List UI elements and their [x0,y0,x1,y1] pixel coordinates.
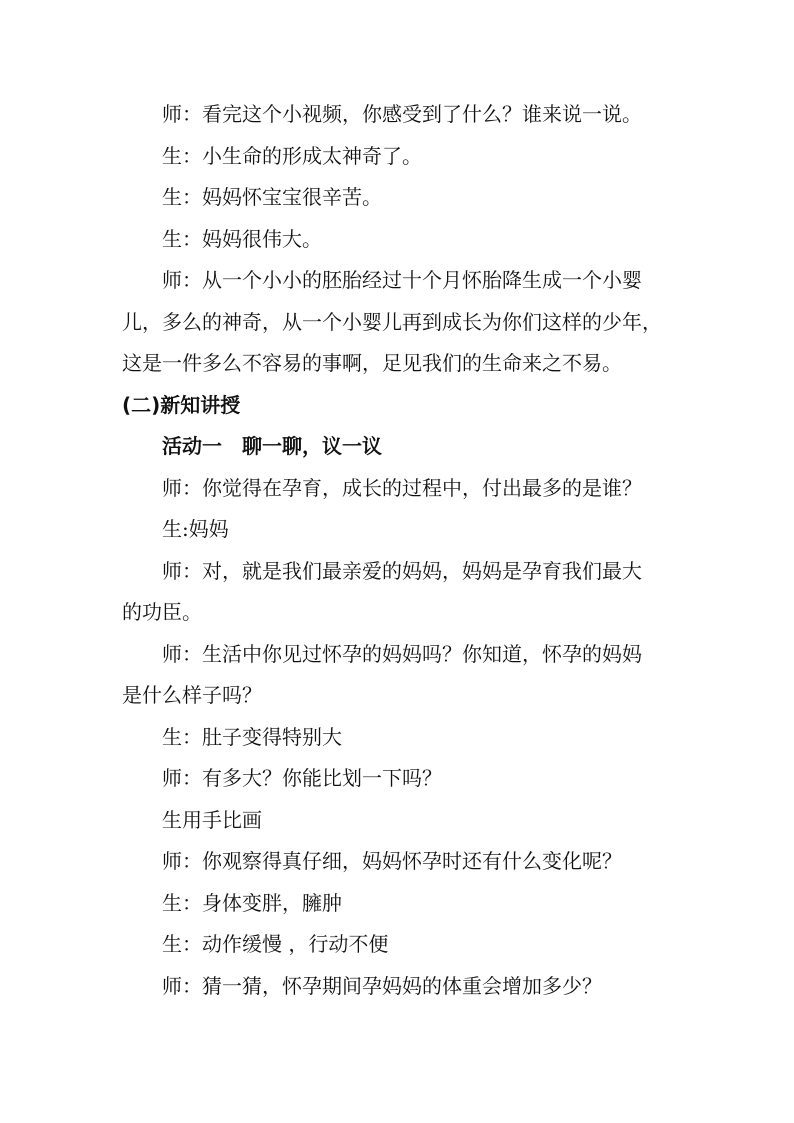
paragraph-line: 生：小生命的形成太神奇了。 [162,143,422,168]
paragraph-line: 生：妈妈怀宝宝很辛苦。 [162,185,382,209]
paragraph-line: 生：肚子变得特别大 [162,724,342,749]
paragraph-line: 师：从一个小小的胚胎经过十个月怀胎降生成一个小婴 [162,268,642,292]
paragraph-line: 师：对，就是我们最亲爱的妈妈，妈妈是孕育我们最大 [162,558,642,583]
document-body [122,104,682,1017]
paragraph-line: 这是一件多么不容易的事啊，足见我们的生命来之不易。 [122,351,622,375]
paragraph-line: 生：妈妈很伟大。 [162,226,322,251]
paragraph-line: 师：你觉得在孕育，成长的过程中，付出最多的是谁？ [162,475,642,500]
paragraph-line: 师：看完这个小视频，你感受到了什么？谁来说一说。 [162,102,642,126]
activity-heading: 活动一 聊一聊，议一议 [162,434,382,458]
paragraph-line: 生用手比画 [162,807,262,832]
paragraph-line: 生：动作缓慢 ，行动不便 [162,932,389,956]
paragraph-line: 师：生活中你见过怀孕的妈妈吗？你知道，怀孕的妈妈 [162,641,642,666]
paragraph-line: 师：有多大？你能比划一下吗？ [162,766,442,790]
paragraph-line: 的功臣。 [122,600,202,624]
paragraph-line: 生:妈妈 [162,517,229,541]
section-heading: (二)新知讲授 [122,392,241,417]
paragraph-line: 儿，多么的神奇，从一个小婴儿再到成长为你们这样的少年， [122,309,662,334]
paragraph-line: 师：猜一猜，怀孕期间孕妈妈的体重会增加多少？ [162,973,602,998]
paragraph-line: 生：身体变胖，臃肿 [162,890,342,915]
paragraph-line: 是什么样子吗？ [122,683,262,707]
paragraph-line: 师：你观察得真仔细，妈妈怀孕时还有什么变化呢？ [162,849,622,873]
